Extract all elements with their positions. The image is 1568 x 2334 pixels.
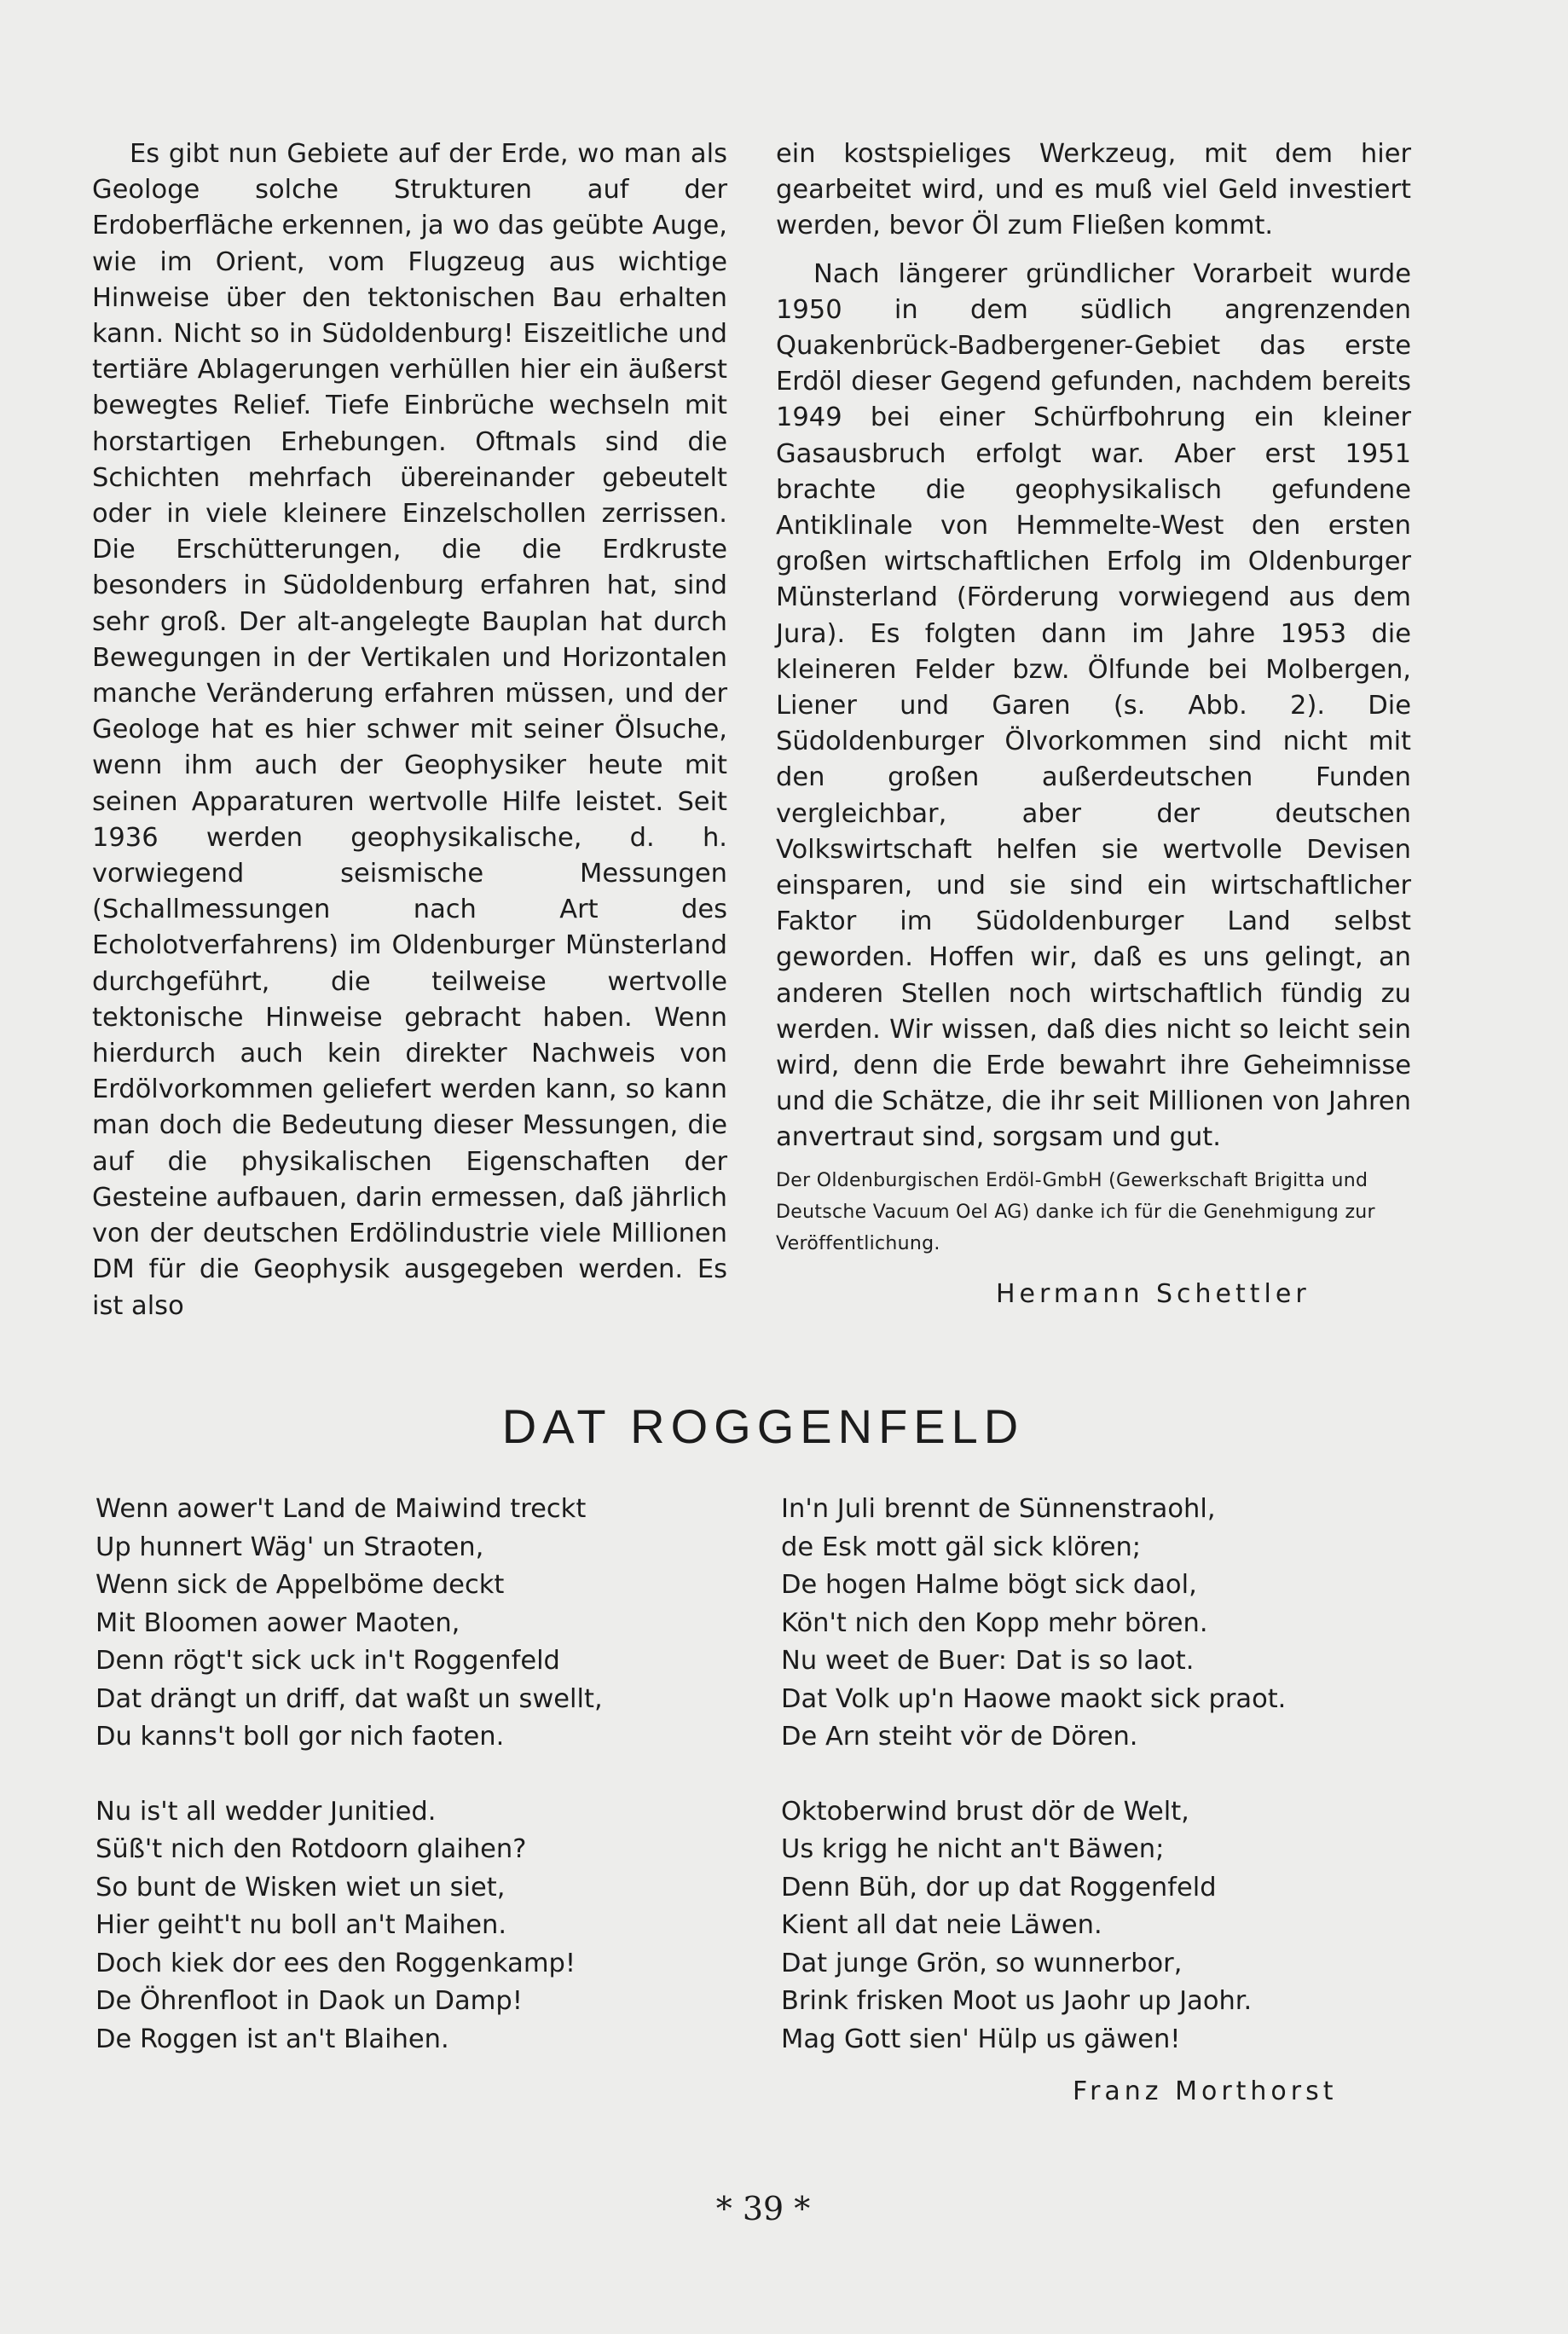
poem-line: De Roggen ist an't Blaihen. (95, 2024, 449, 2054)
poem-line: Us krigg he nicht an't Bäwen; (781, 1834, 1165, 1864)
acknowledgement-footnote: Der Oldenburgischen Erdöl-GmbH (Gewerkschaft Brigitta und Deutsche Vacuum Oel AG) danke ich für die Genehmigung zur Veröffentlichung. (776, 1169, 1375, 1254)
article-author: Hermann Schettler (996, 1279, 1311, 1309)
poem-line: Dat junge Grön, so wunnerbor, (781, 1948, 1183, 1978)
poem-line: Wenn aower't Land de Maiwind treckt (95, 1494, 587, 1524)
poem-left-column (95, 1491, 603, 2059)
page-number: * 39 * (715, 2190, 811, 2227)
poem-line: Mag Gott sien' Hülp us gäwen! (781, 2024, 1181, 2054)
poem-line: Up hunnert Wäg' un Straoten, (95, 1532, 484, 1562)
article-paragraph: Es gibt nun Gebiete auf der Erde, wo man als Geologe solche Strukturen auf der Erdoberfläche erkennen, ja wo das geübte Auge, wie im Orient, vom Flugzeug aus wichtige Hinweise über den tektonischen Bau erhalten kann. Nicht so in Südoldenburg! Eiszeitliche und tertiäre Ablagerungen verhüllen hier ein äußerst bewegtes Relief. Tiefe Einbrüche wechseln mit horstartigen Erhebungen. Oftmals sind die Schichten mehrfach übereinander gebeutelt oder in viele kleinere Einzelschollen zerrissen. Die Erschütterungen, die die Erdkruste besonders in Südoldenburg erfahren hat, sind sehr groß. Der alt-angelegte Bauplan hat durch Bewegungen in der Vertikalen und Horizontalen manche Veränderung erfahren müssen, und der Geologe hat es hier schwer mit seiner Ölsuche, wenn ihm auch der Geophysiker heute mit seinen Apparaturen wertvolle Hilfe leistet. Seit 1936 werden geophysikalische, d. h. vorwiegend seismische Messungen (Schallmessungen nach Art des Echolotverfahrens) im Oldenburger Münsterland durchgeführt, die teilweise wertvolle tektonische Hinweise gebracht haben. Wenn hierdurch auch kein direkter Nachweis von Erdölvorkommen geliefert werden kann, so kann man doch die Bedeutung dieser Messungen, die auf die physikalischen Eigenschaften der Gesteine aufbauen, darin ermessen, daß jährlich von der deutschen Erdölindustrie viele Millionen DM für die Geophysik ausgegeben werden. Es ist also (92, 139, 727, 1321)
poem-line: Brink frisken Moot us Jaohr up Jaohr. (781, 1986, 1253, 2016)
poem-line: De hogen Halme bögt sick daol, (781, 1570, 1197, 1600)
poem-line: Nu weet de Buer: Dat is so laot. (781, 1646, 1195, 1676)
poem-right-column (781, 1491, 1286, 2059)
poem-author: Franz Morthorst (1073, 2076, 1338, 2106)
poem-line: de Esk mott gäl sick klören; (781, 1532, 1142, 1562)
poem-line: Wenn sick de Appelböme deckt (95, 1570, 505, 1600)
article-left-column (92, 136, 727, 1324)
poem-line: Oktoberwind brust dör de Welt, (781, 1796, 1189, 1827)
article-right-column (776, 136, 1411, 1260)
poem-line: De Arn steiht vör de Dören. (781, 1722, 1138, 1752)
poem-line: Denn Büh, dor up dat Roggenfeld (781, 1872, 1217, 1903)
poem-line: In'n Juli brennt de Sünnenstraohl, (781, 1494, 1216, 1524)
poem-stanza (95, 1491, 603, 1757)
poem-line: Dat Volk up'n Haowe maokt sick praot. (781, 1683, 1287, 1714)
poem-line: De Öhrenfloot in Daok un Damp! (95, 1986, 523, 2016)
article-paragraph: Nach längerer gründlicher Vorarbeit wurde 1950 in dem südlich angrenzenden Quakenbrück-Badbergener-Gebiet das erste Erdöl dieser Gegend gefunden, nachdem bereits 1949 bei einer Schürfbohrung ein kleiner Gasausbruch erfolgt war. Aber erst 1951 brachte die geophysikalisch gefundene Antiklinale von Hemmelte-West den ersten großen wirtschaftlichen Erfolg im Oldenburger Münsterland (Förderung vorwiegend aus dem Jura). Es folgten dann im Jahre 1953 die kleineren Felder bzw. Ölfunde bei Molbergen, Liener und Garen (s. Abb. 2). Die Südoldenburger Ölvorkommen sind nicht mit den großen außerdeutschen Funden vergleichbar, aber der deutschen Volkswirtschaft helfen sie wertvolle Devisen einsparen, und sie sind ein wirtschaftlicher Faktor im Südoldenburger Land selbst geworden. Hoffen wir, daß es uns gelingt, an anderen Stellen noch wirtschaftlich fündig zu werden. Wir wissen, daß dies nicht so leicht sein wird, denn die Erde bewahrt ihre Geheimnisse und die Schätze, die ihr seit Millionen von Jahren anvertraut sind, sorgsam und gut. (776, 258, 1411, 1153)
poem-line: So bunt de Wisken wiet un siet, (95, 1872, 506, 1903)
poem-line: Kient all dat neie Läwen. (781, 1910, 1102, 1940)
poem-stanza (781, 1793, 1286, 2059)
poem-line: Doch kiek dor ees den Roggenkamp! (95, 1948, 576, 1978)
poem-line: Dat drängt un driff, dat waßt un swellt, (95, 1683, 603, 1714)
article-paragraph: ein kostspieliges Werkzeug, mit dem hier gearbeitet wird, und es muß viel Geld investiert werden, bevor Öl zum Fließen kommt. (776, 139, 1411, 241)
poem-line: Mit Bloomen aower Maoten, (95, 1607, 460, 1638)
poem-line: Denn rögt't sick uck in't Roggenfeld (95, 1646, 560, 1676)
poem-line: Hier geiht't nu boll an't Maihen. (95, 1910, 507, 1940)
poem-line: Süß't nich den Rotdoorn glaihen? (95, 1834, 527, 1864)
poem-stanza (781, 1491, 1286, 1757)
poem-stanza (95, 1793, 603, 2059)
poem-line: Kön't nich den Kopp mehr bören. (781, 1607, 1208, 1638)
poem-line: Du kanns't boll gor nich faoten. (95, 1722, 505, 1752)
poem-title: DAT ROGGENFELD (501, 1399, 1025, 1453)
poem-line: Nu is't all wedder Junitied. (95, 1796, 437, 1827)
